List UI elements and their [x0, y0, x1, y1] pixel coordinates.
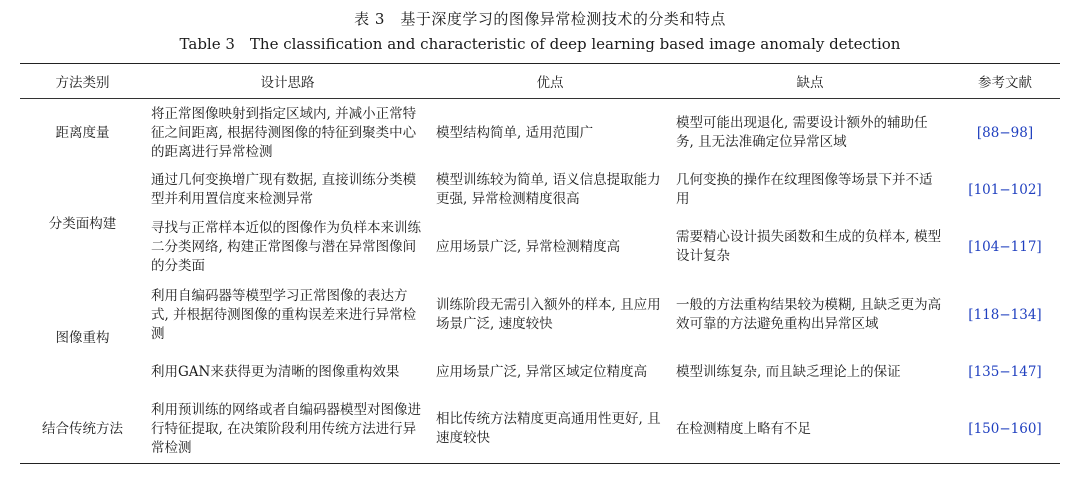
header-category: 方法类别 — [20, 64, 145, 99]
design-cell: 利用预训练的网络或者自编码器模型对图像进行特征提取, 在决策阶段利用传统方法进行异常检测 — [151, 401, 421, 456]
pros-cell: 模型训练较为简单, 语义信息提取能力更强, 异常检测精度很高 — [436, 172, 661, 207]
category-cell: 图像重构 — [55, 329, 110, 346]
design-cell: 利用GAN来获得更为清晰的图像重构效果 — [151, 363, 400, 380]
header-row — [20, 64, 1060, 99]
classification-table — [20, 63, 1060, 464]
design-cell: 将正常图像映射到指定区域内, 并减小正常特征之间距离, 根据待测图像的特征到聚类中心的距离进行异常检测 — [151, 105, 417, 160]
design-cell: 通过几何变换增广现有数据, 直接训练分类模型并利用置信度来检测异常 — [151, 172, 417, 207]
pros-cell: 应用场景广泛, 异常检测精度高 — [436, 238, 621, 255]
reference-link[interactable]: [135−147] — [968, 363, 1042, 380]
table-row — [20, 167, 1060, 213]
pros-cell: 应用场景广泛, 异常区域定位精度高 — [436, 363, 648, 380]
category-cell: 结合传统方法 — [42, 420, 123, 437]
category-cell: 分类面构建 — [48, 215, 117, 232]
table-row — [20, 281, 1060, 349]
table-row — [20, 395, 1060, 464]
table-row — [20, 213, 1060, 281]
cons-cell: 模型可能出现退化, 需要设计额外的辅助任务, 且无法准确定位异常区域 — [676, 115, 928, 150]
reference-link[interactable]: [150−160] — [968, 420, 1042, 437]
pros-cell: 模型结构简单, 适用范围广 — [436, 124, 594, 141]
header-references: 参考文献 — [950, 64, 1060, 99]
reference-link[interactable]: [101−102] — [968, 181, 1042, 198]
reference-link[interactable]: [104−117] — [968, 238, 1042, 255]
cons-cell: 需要精心设计损失函数和生成的负样本, 模型设计复杂 — [676, 229, 942, 264]
cons-cell: 在检测精度上略有不足 — [676, 420, 811, 437]
header-design: 设计思路 — [145, 64, 430, 99]
header-cons: 缺点 — [670, 64, 950, 99]
design-cell: 寻找与正常样本近似的图像作为负样本来训练二分类网络, 构建正常图像与潜在异常图像间的分类面 — [151, 219, 421, 274]
table-caption-en: Table 3 The classification and characteristic of deep learning based image anomaly detection — [179, 35, 901, 53]
header-pros: 优点 — [430, 64, 670, 99]
table-row — [20, 99, 1060, 168]
cons-cell: 模型训练复杂, 而且缺乏理论上的保证 — [676, 363, 901, 380]
design-cell: 利用自编码器等模型学习正常图像的表达方式, 并根据待测图像的重构误差来进行异常检测 — [151, 287, 417, 342]
table-caption-zh: 表 3 基于深度学习的图像异常检测技术的分类和特点 — [354, 10, 726, 28]
cons-cell: 几何变换的操作在纹理图像等场景下并不适用 — [676, 172, 933, 207]
pros-cell: 相比传统方法精度更高通用性更好, 且速度较快 — [436, 411, 661, 446]
reference-link[interactable]: [88−98] — [976, 124, 1034, 141]
pros-cell: 训练阶段无需引入额外的样本, 且应用场景广泛, 速度较快 — [436, 297, 661, 332]
table-row — [20, 349, 1060, 395]
cons-cell: 一般的方法重构结果较为模糊, 且缺乏更为高效可靠的方法避免重构出异常区域 — [676, 297, 942, 332]
reference-link[interactable]: [118−134] — [968, 306, 1042, 323]
category-cell: 距离度量 — [55, 124, 110, 141]
